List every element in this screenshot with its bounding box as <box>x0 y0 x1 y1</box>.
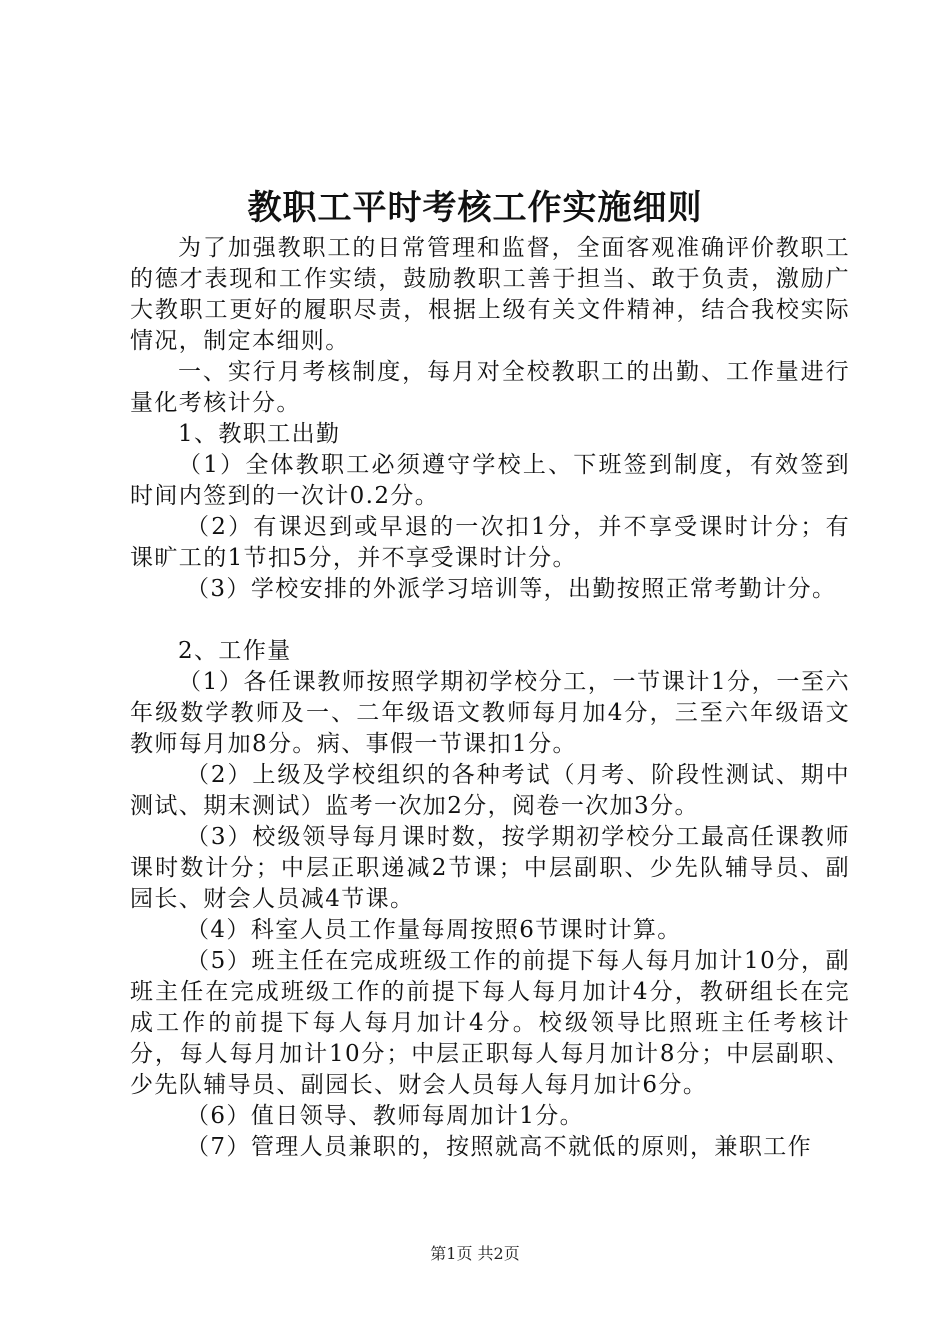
workload-item-5: （5）班主任在完成班级工作的前提下每人每月加计10分，副班主任在完成班级工作的前提下每人每月加计4分，教研组长在完成工作的前提下每人每月加计4分。校级领导比照班主任考核计分，每人每月加计10分；中层正职每人每月加计8分；中层副职、少先队辅导员、副园长、财会人员每人每月加计6分。 <box>130 948 850 1098</box>
subsection-heading-attendance: 1、教职工出勤 <box>178 421 341 447</box>
workload-item-7: （7）管理人员兼职的，按照就高不就低的原则，兼职工作 <box>186 1134 813 1160</box>
workload-item-4: （4）科室人员工作量每周按照6节课时计算。 <box>186 917 682 943</box>
intro-paragraph: 为了加强教职工的日常管理和监督，全面客观准确评价教职工的德才表现和工作实绩，鼓励教职工善于担当、敢于负责，激励广大教职工更好的履职尽责，根据上级有关文件精神，结合我校实际情况，制定本细则。 <box>130 235 850 354</box>
workload-item-1: （1）各任课教师按照学期初学校分工，一节课计1分，一至六年级数学教师及一、二年级语文教师每月加4分，三至六年级语文教师每月加8分。病、事假一节课扣1分。 <box>130 669 850 757</box>
workload-item-3: （3）校级领导每月课时数，按学期初学校分工最高任课教师课时数计分；中层正职递减2节课；中层副职、少先队辅导员、副园长、财会人员减4节课。 <box>130 824 850 912</box>
attendance-item-3: （3）学校安排的外派学习培训等，出勤按照正常考勤计分。 <box>186 576 837 602</box>
blank-line <box>130 605 850 636</box>
attendance-item-1: （1）全体教职工必须遵守学校上、下班签到制度，有效签到时间内签到的一次计0.2分。 <box>130 452 850 509</box>
page-footer: 第1页 共2页 <box>430 1244 520 1263</box>
attendance-item-2: （2）有课迟到或早退的一次扣1分，并不享受课时计分；有课旷工的1节扣5分，并不享受课时计分。 <box>130 514 850 571</box>
document-body <box>130 233 850 1163</box>
workload-item-6: （6）值日领导、教师每周加计1分。 <box>186 1103 585 1129</box>
document-title: 教职工平时考核工作实施细则 <box>247 188 703 228</box>
workload-item-2: （2）上级及学校组织的各种考试（月考、阶段性测试、期中测试、期末测试）监考一次加2分，阅卷一次加3分。 <box>130 762 850 819</box>
subsection-heading-workload: 2、工作量 <box>178 638 292 664</box>
section-heading-1: 一、实行月考核制度，每月对全校教职工的出勤、工作量进行量化考核计分。 <box>130 359 850 416</box>
